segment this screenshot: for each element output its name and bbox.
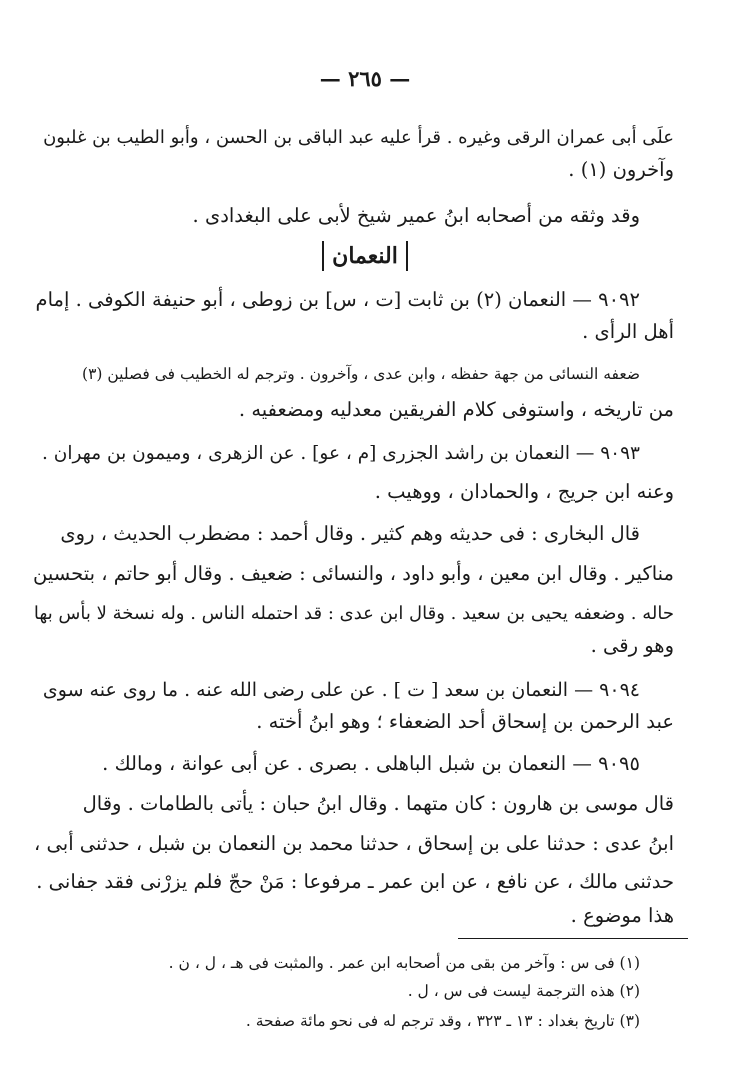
entry-9092-line: من تاريخه ، واستوفى كلام الفريقين معدليه ومضعفيه . — [238, 398, 674, 421]
section-heading-text: النعمان — [322, 241, 408, 271]
footnote: (٢) هذه الترجمة ليست فى س ، ل . — [407, 982, 640, 1000]
entry-9094-line: عبد الرحمن بن إسحاق أحد الضعفاء ؛ وهو ابنُ أخته . — [256, 710, 674, 733]
entry-9095-line: ابنُ عدى : حدثنا على بن إسحاق ، حدثنا محمد بن النعمان بن شبل ، حدثنى أبى ، — [34, 832, 674, 855]
footnote: (١) فى س : وآخر من بقى من أصحابه ابن عمر . والمثبت فى هـ ، ل ، ن . — [168, 954, 640, 972]
entry-9093-line: مناكير . وقال ابن معين ، وأبو داود ، والنسائى : ضعيف . وقال أبو حاتم ، بتحسين — [33, 562, 674, 585]
text-line: علَى أبى عمران الرقى وغيره . قرأ عليه عبد الباقى بن الحسن ، وأبو الطيب بن غلبون — [43, 127, 674, 148]
entry-9092-line: ٩٠٩٢ — النعمان (٢) بن ثابت [ت ، س] بن زوطى ، أبو حنيفة الكوفى . إمام — [35, 288, 640, 311]
entry-9093-line: وهو رقى . — [590, 634, 674, 657]
footnote: (٣) تاريخ بغداد : ١٣ ـ ٣٢٣ ، وقد ترجم له فى نحو مائة صفحة . — [245, 1012, 640, 1030]
entry-9093-line: قال البخارى : فى حديثه وهم كثير . وقال أحمد : مضطرب الحديث ، روى — [60, 522, 640, 545]
entry-9092-line: ضعفه النسائى من جهة حفظه ، وابن عدى ، وآخرون . وترجم له الخطيب فى فصلين (٣) — [82, 365, 640, 383]
entry-9092-line: أهل الرأى . — [582, 320, 674, 343]
entry-9095-line: ٩٠٩٥ — النعمان بن شبل الباهلى . بصرى . عن أبى عوانة ، ومالك . — [102, 752, 640, 775]
entry-9095-line: حدثنى مالك ، عن نافع ، عن ابن عمر ـ مرفوعا : مَنْ حجّ فلم يزرْنى فقد جفانى . — [36, 870, 674, 893]
entry-9095-line: هذا موضوع . — [570, 904, 674, 927]
text-line: وقد وثقه من أصحابه ابنُ عمير شيخ لأبى على البغدادى . — [192, 204, 640, 227]
section-heading — [0, 241, 730, 271]
entry-9093-line: ٩٠٩٣ — النعمان بن راشد الجزرى [م ، عو] . عن الزهرى ، وميمون بن مهران . — [41, 443, 640, 464]
footnote-separator — [458, 938, 688, 939]
text-line: وآخرون (١) . — [568, 158, 674, 181]
page-number: — ٢٦٥ — — [319, 66, 411, 91]
entry-9095-line: قال موسى بن هارون : كان متهما . وقال ابنُ حبان : يأتى بالطامات . وقال — [82, 792, 674, 815]
entry-9093-line: حاله . وضعفه يحيى بن سعيد . وقال ابن عدى : قد احتمله الناس . وله نسخة لا بأس بها — [33, 603, 674, 624]
entry-9093-line: وعنه ابن جريج ، والحمادان ، ووهيب . — [374, 480, 674, 503]
entry-9094-line: ٩٠٩٤ — النعمان بن سعد [ ت ] . عن على رضى الله عنه . ما روى عنه سوى — [42, 679, 640, 701]
